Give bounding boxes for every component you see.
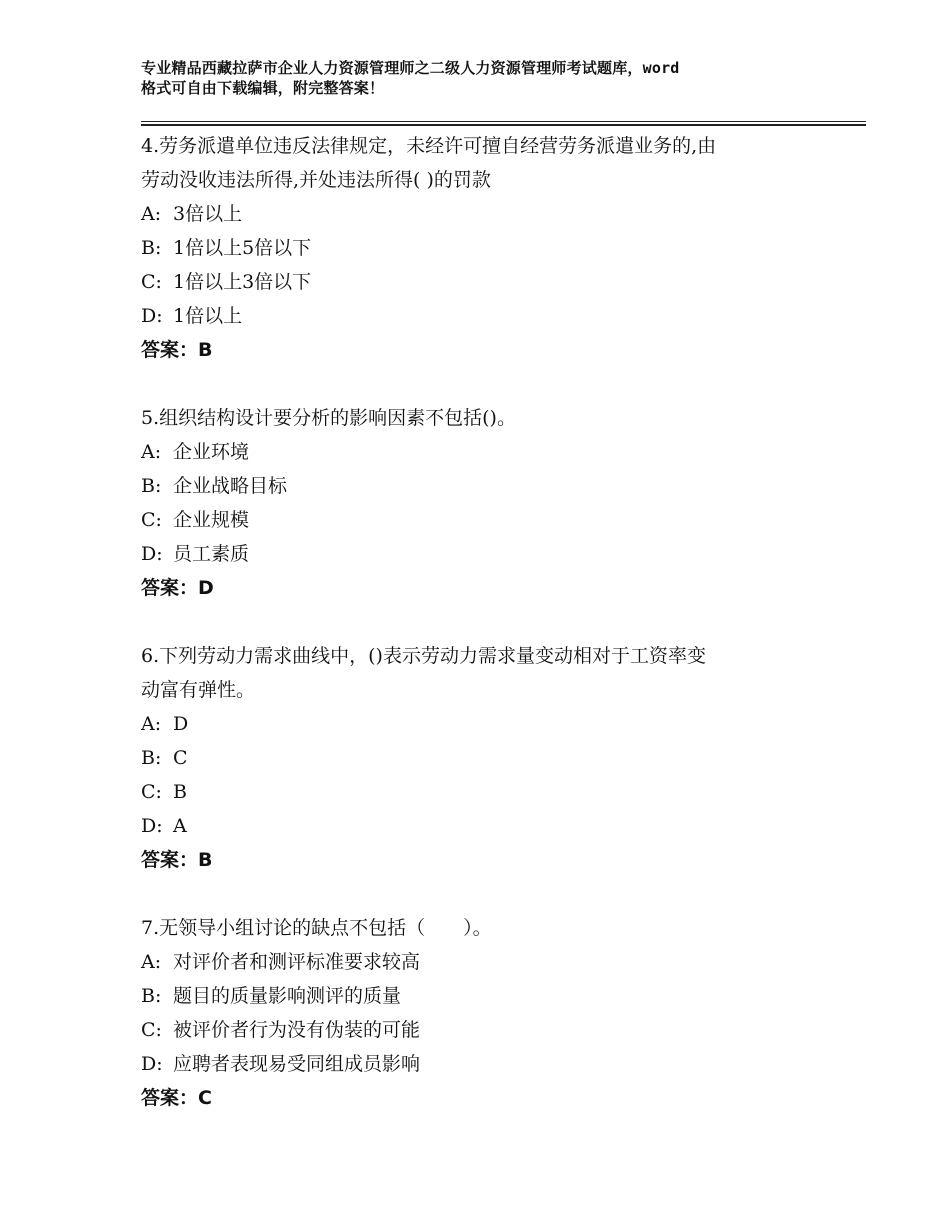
question-stem-line: 劳动没收违法所得,并处违法所得( )的罚款 <box>141 169 491 191</box>
option-c <box>141 265 841 299</box>
question-stem-line: 6.下列劳动力需求曲线中，()表示劳动力需求量变动相对于工资率变 <box>141 645 706 667</box>
option-b <box>141 979 841 1013</box>
option-b <box>141 469 841 503</box>
option-label: A: <box>141 441 162 463</box>
answer-key: 答案：B <box>141 849 213 871</box>
option-label: C: <box>141 271 162 293</box>
question-4 <box>141 129 841 367</box>
option-text: 员工素质 <box>173 543 250 565</box>
option-text: B <box>173 781 187 803</box>
answer-key: 答案：B <box>141 339 213 361</box>
question-6 <box>141 639 841 877</box>
option-text: 被评价者行为没有伪装的可能 <box>173 1019 421 1041</box>
question-list <box>141 129 841 1149</box>
option-text: D <box>173 713 189 735</box>
option-label: D: <box>141 815 163 837</box>
option-text: A <box>173 815 187 837</box>
option-label: D: <box>141 1053 163 1075</box>
question-stem-line: 4.劳务派遣单位违反法律规定，未经许可擅自经营劳务派遣业务的,由 <box>141 135 717 157</box>
option-text: 对评价者和测评标准要求较高 <box>173 951 421 973</box>
header-line-2: 格式可自由下载编辑，附完整答案！ <box>141 79 385 97</box>
option-text: 应聘者表现易受同组成员影响 <box>173 1053 421 1075</box>
option-label: D: <box>141 543 163 565</box>
option-a <box>141 945 841 979</box>
option-text: 题目的质量影响测评的质量 <box>173 985 402 1007</box>
question-7 <box>141 911 841 1115</box>
option-c <box>141 775 841 809</box>
option-d <box>141 299 841 333</box>
option-c <box>141 503 841 537</box>
option-label: D: <box>141 305 163 327</box>
page-header <box>141 58 841 98</box>
question-stem-line: 7.无领导小组讨论的缺点不包括（ ）。 <box>141 917 492 939</box>
option-label: B: <box>141 747 162 769</box>
answer-key: 答案：C <box>141 1087 212 1109</box>
option-d <box>141 809 841 843</box>
option-a <box>141 197 841 231</box>
option-text: 1倍以上5倍以下 <box>173 237 312 259</box>
option-label: B: <box>141 237 162 259</box>
option-d <box>141 1047 841 1081</box>
option-text: 1倍以上3倍以下 <box>173 271 312 293</box>
header-line-1: 专业精品西藏拉萨市企业人力资源管理师之二级人力资源管理师考试题库，word <box>141 59 680 77</box>
option-text: 3倍以上 <box>173 203 243 225</box>
option-label: A: <box>141 203 162 225</box>
option-text: 企业战略目标 <box>173 475 288 497</box>
question-stem-line: 动富有弹性。 <box>141 679 256 701</box>
option-a <box>141 707 841 741</box>
question-stem-line: 5.组织结构设计要分析的影响因素不包括()。 <box>141 407 516 429</box>
option-label: A: <box>141 951 162 973</box>
option-b <box>141 231 841 265</box>
option-label: B: <box>141 475 162 497</box>
option-d <box>141 537 841 571</box>
option-label: C: <box>141 781 162 803</box>
question-5 <box>141 401 841 605</box>
option-text: 企业环境 <box>173 441 250 463</box>
header-divider <box>141 121 866 126</box>
option-b <box>141 741 841 775</box>
option-label: B: <box>141 985 162 1007</box>
option-label: C: <box>141 1019 162 1041</box>
option-text: 1倍以上 <box>173 305 243 327</box>
option-text: C <box>173 747 188 769</box>
option-c <box>141 1013 841 1047</box>
option-label: A: <box>141 713 162 735</box>
option-a <box>141 435 841 469</box>
option-label: C: <box>141 509 162 531</box>
option-text: 企业规模 <box>173 509 250 531</box>
answer-key: 答案：D <box>141 577 214 599</box>
